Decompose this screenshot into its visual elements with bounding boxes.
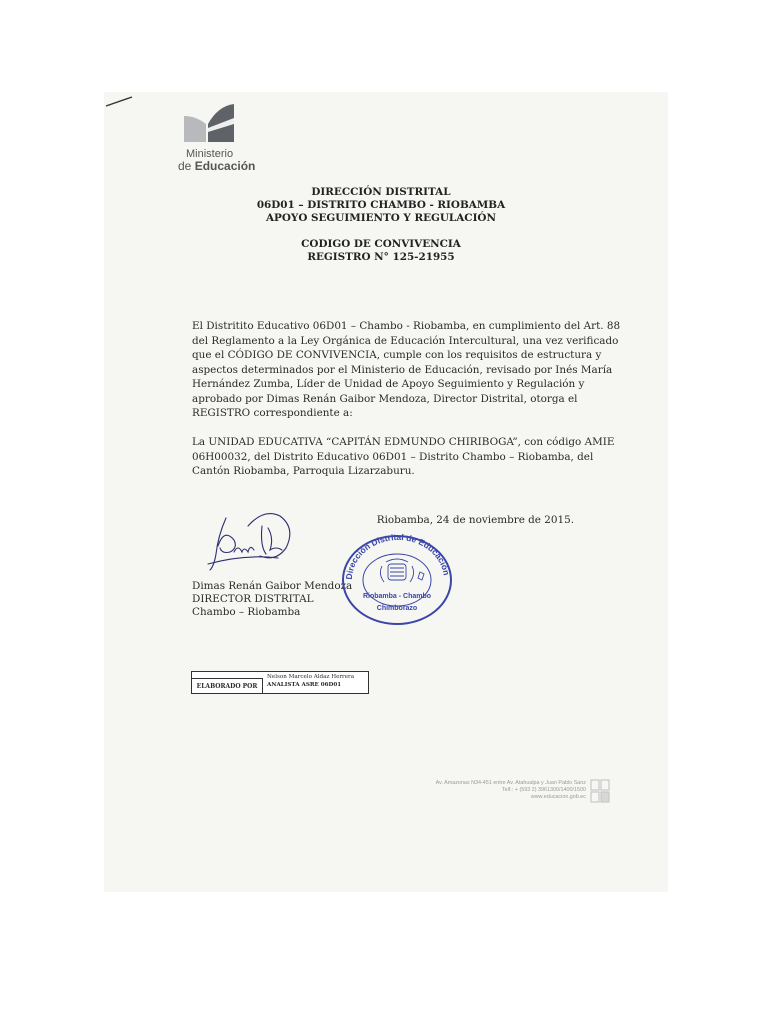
paragraph2-line: 06H00032, del Distrito Educativo 06D01 – Distrito Chambo – Riobamba, del	[192, 450, 594, 463]
signer-role: DIRECTOR DISTRITAL	[192, 593, 314, 605]
paragraph1-line: Hernández Zumba, Líder de Unidad de Apoyo Seguimiento y Regulación y	[192, 378, 585, 390]
svg-text:Dirección Distrital de Educaci: Dirección Distrital de Educación	[343, 531, 452, 580]
logo-line2-bold: Educación	[194, 159, 256, 173]
paragraph2-line: Cantón Riobamba, Parroquia Lizarzaburu.	[192, 465, 415, 477]
prepared-by-box	[191, 671, 369, 694]
paragraph2-line: La UNIDAD EDUCATIVA “CAPITÁN EDMUNDO CHIRIBOGA”, con código AMIE	[192, 436, 615, 448]
logo-line2-prefix: de	[178, 159, 195, 173]
logo-line1: Ministerio	[186, 148, 234, 160]
signer-name: Dimas Renán Gaibor Mendoza	[192, 580, 353, 592]
logo-wordmark	[178, 148, 255, 172]
handwritten-signature	[204, 506, 296, 574]
footer-address: Av. Amazonas N34-451 entre Av. Atahualpa y Juan Pablo Sanz	[435, 780, 586, 786]
footer-logo-icon	[590, 778, 612, 804]
paragraph-institution	[192, 435, 615, 479]
prepared-by-role: ANALISTA ASRE 06D01	[267, 682, 342, 688]
svg-text:Chimborazo: Chimborazo	[376, 605, 418, 612]
book-logo-icon	[178, 102, 238, 146]
paragraph1-line: El Distritito Educativo 06D01 – Chambo - Riobamba, en cumplimiento del Art. 88	[192, 320, 621, 332]
logo-line2	[178, 160, 255, 172]
signer-place: Chambo – Riobamba	[192, 606, 301, 618]
paragraph1-line: REGISTRO correspondiente a:	[192, 407, 353, 419]
official-seal-stamp	[338, 530, 456, 628]
document-header	[236, 186, 526, 225]
prepared-by-value	[263, 672, 368, 693]
signer-block	[192, 580, 352, 619]
header-line2: 06D01 – DISTRITO CHAMBO - RIOBAMBA	[256, 199, 506, 211]
document-title	[236, 238, 526, 264]
pen-mark	[104, 94, 134, 108]
page-footer	[436, 780, 586, 801]
prepared-by-label: ELABORADO POR	[192, 678, 263, 693]
paragraph-certification	[192, 319, 621, 421]
footer-phone: Telf.: + (593 2) 3961300/1400/1500	[501, 787, 586, 793]
paragraph1-line: aprobado por Dimas Renán Gaibor Mendoza, Director Distrital, otorga el	[192, 392, 578, 405]
document-date: Riobamba, 24 de noviembre de 2015.	[376, 514, 574, 526]
paragraph1-line: aspectos determinados por el Ministerio de Educación, revisado por Inés María	[192, 363, 613, 376]
paragraph1-line: que el CÓDIGO DE CONVIVENCIA, cumple con los requisitos de estructura y	[192, 349, 602, 361]
footer-website: www.educacion.gob.ec	[530, 794, 586, 800]
title-line2: REGISTRO N° 125-21955	[307, 251, 455, 263]
header-line3: APOYO SEGUIMIENTO Y REGULACIÓN	[266, 212, 496, 224]
svg-text:Riobamba - Chambo: Riobamba - Chambo	[362, 593, 432, 600]
title-line1: CODIGO DE CONVIVENCIA	[301, 238, 461, 250]
prepared-by-name: Nelson Marcelo Aldaz Herrera	[267, 674, 355, 680]
header-line1: DIRECCIÓN DISTRITAL	[311, 186, 451, 198]
paragraph1-line: del Reglamento a la Ley Orgánica de Educación Intercultural, una vez verificado	[192, 334, 619, 347]
